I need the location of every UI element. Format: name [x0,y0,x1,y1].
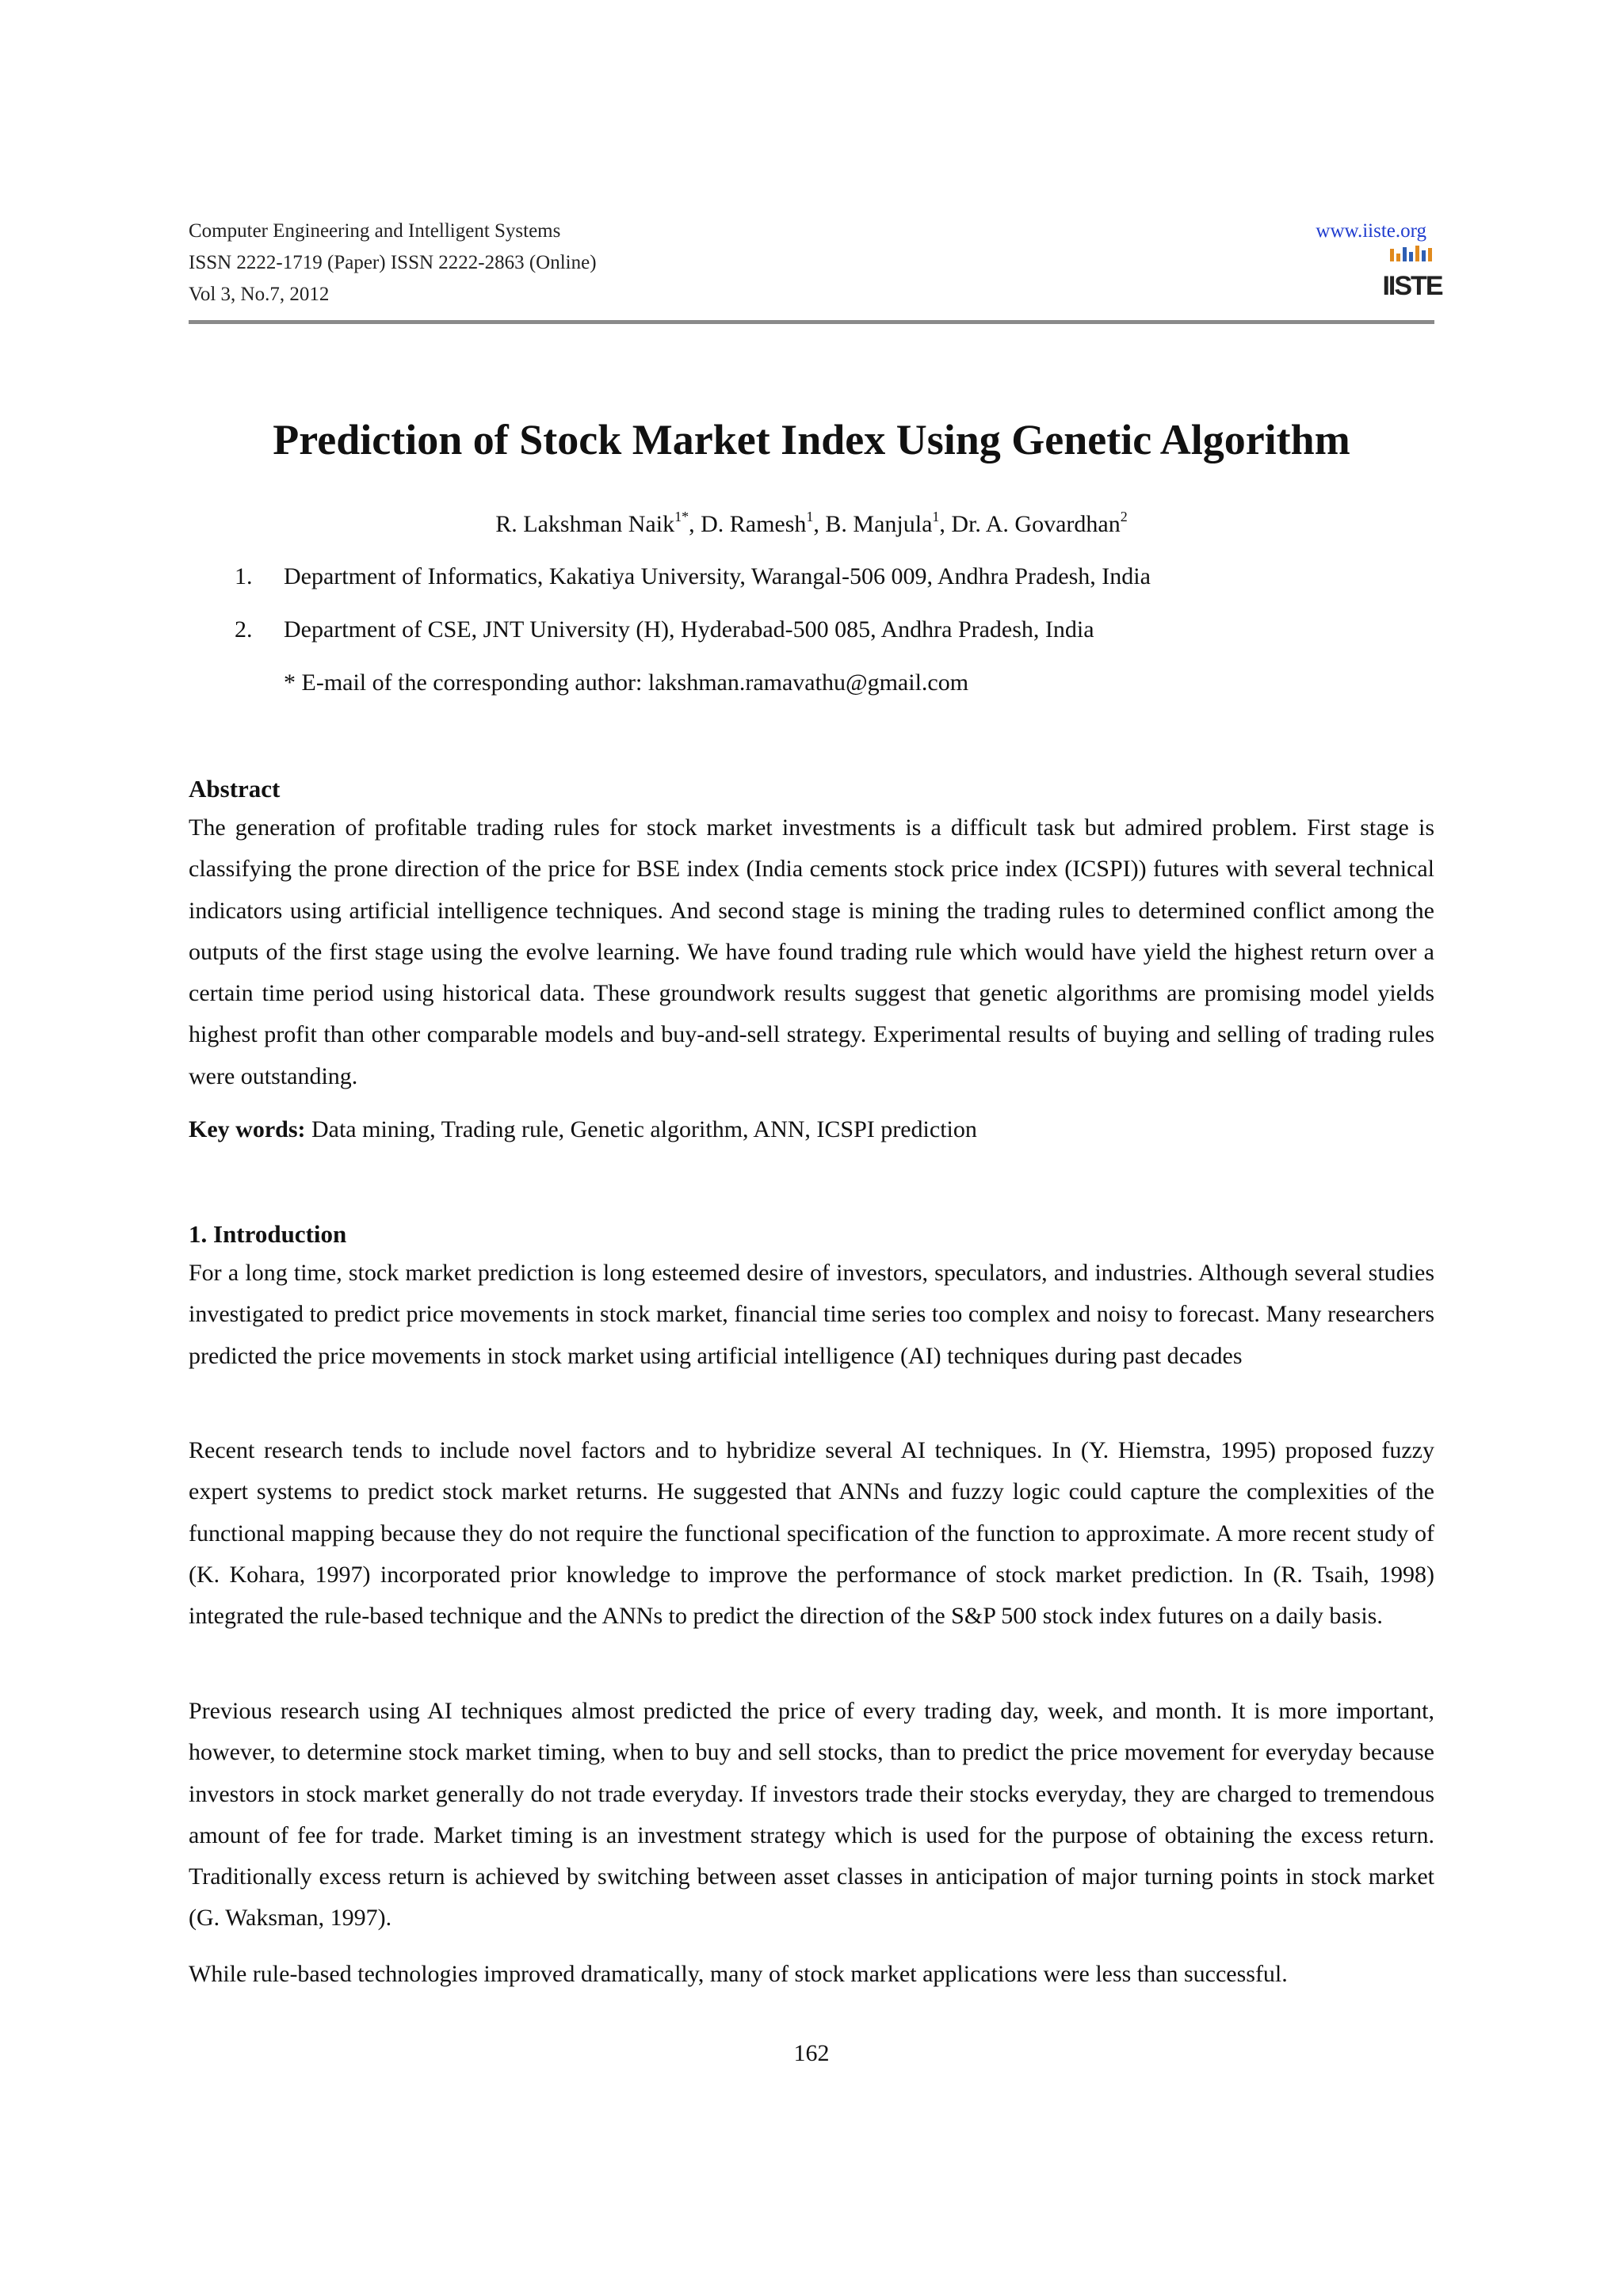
keywords-label: Key words: [189,1116,306,1142]
author-affiliation-mark: 2 [1120,509,1128,524]
intro-paragraph-2: Recent research tends to include novel factors and to hybridize several AI techniques. In (Y. Hiemstra, 1995) proposed fuzzy expert systems to predict stock market returns. He suggested that ANNs and fuzzy logic could capture the complexities of the functional mapping because they do not require the functional specification of the function to approximate. A more recent study of (K. Kohara, 1997) incorporated prior knowledge to improve the performance of stock market prediction. In (R. Tsaih, 1998) integrated the rule-based technique and the ANNs to predict the direction of the S&P 500 stock index futures on a daily basis. [189,1437,1434,1630]
author-affiliation-mark: 1 [932,509,940,524]
intro-paragraph-1: For a long time, stock market prediction is long esteemed desire of investors, speculators, and industries. Although several studies investigated to predict price movements in stock market, financial time series too complex and noisy to forecast. Many researchers predicted the price movements in stock market using artificial intelligence (AI) techniques during past decades [189,1260,1434,1369]
journal-header [189,215,597,311]
intro-paragraph-4: While rule-based technologies improved dramatically, many of stock market applications were less than successful. [189,1961,1288,1987]
affiliation-number: 2. [235,616,253,643]
journal-url-link[interactable]: www.iiste.org [1316,220,1426,242]
keywords-text: Data mining, Trading rule, Genetic algorithm, ANN, ICSPI prediction [311,1116,977,1142]
page-number: 162 [793,2040,830,2066]
keywords-line [189,1112,977,1147]
author-affiliation-mark: 1* [674,509,689,524]
author-affiliation-mark: 1 [806,509,814,524]
author-name: R. Lakshman Naik [495,511,675,537]
paper-title: Prediction of Stock Market Index Using Genetic Algorithm [273,416,1350,463]
journal-issn: ISSN 2222-1719 (Paper) ISSN 2222-2863 (Online) [189,252,597,273]
corresponding-email: * E-mail of the corresponding author: lakshman.ramavathu@gmail.com [284,669,969,696]
author-name: D. Ramesh [701,511,807,537]
header-divider [189,320,1434,324]
journal-volume: Vol 3, No.7, 2012 [189,284,330,305]
section-heading-introduction: 1. Introduction [189,1220,347,1248]
iiste-logo [1382,246,1442,301]
intro-paragraph-3: Previous research using AI techniques almost predicted the price of every trading day, week, and month. It is more important, however, to determine stock market timing, when to buy and sell stocks, than to predict the price movement for everyday because investors in stock market generally do not trade everyday. If investors trade their stocks everyday, they are charged to tremendous amount of fee for trade. Market timing is an investment strategy which is used for the purpose of obtaining the excess return. Traditionally excess return is achieved by switching between asset classes in anticipation of major turning points in stock market (G. Waksman, 1997). [189,1698,1434,1932]
affiliation-text: Department of Informatics, Kakatiya University, Warangal-506 009, Andhra Pradesh, India [284,563,1151,589]
author-list: R. Lakshman Naik$^{1*}$, D. Ramesh$^1$, B. Manjula$^1$, Dr. A. Govardhan$^2$ [495,509,1128,537]
iiste-logo-text: IISTE [1382,271,1442,301]
affiliation-2 [235,612,1094,647]
journal-name: Computer Engineering and Intelligent Systems [189,220,561,242]
affiliation-1 [235,559,1151,594]
author-name: B. Manjula [825,511,933,537]
author-name: Dr. A. Govardhan [951,511,1121,537]
abstract-heading: Abstract [189,775,281,803]
abstract-text: The generation of profitable trading rules for stock market investments is a difficult task but admired problem. First stage is classifying the prone direction of the price for BSE index (India cements stock price index (ICSPI)) futures with several technical indicators using artificial intelligence techniques. And second stage is mining the trading rules to determined conflict among the outputs of the first stage using the evolve learning. We have found trading rule which would have yield the highest return over a certain time period using historical data. These groundwork results suggest that genetic algorithms are promising model yields highest profit than other comparable models and buy-and-sell strategy. Experimental results of buying and selling of trading rules were outstanding. [189,814,1434,1089]
affiliation-number: 1. [235,563,253,589]
affiliation-text: Department of CSE, JNT University (H), Hyderabad-500 085, Andhra Pradesh, India [284,616,1094,643]
